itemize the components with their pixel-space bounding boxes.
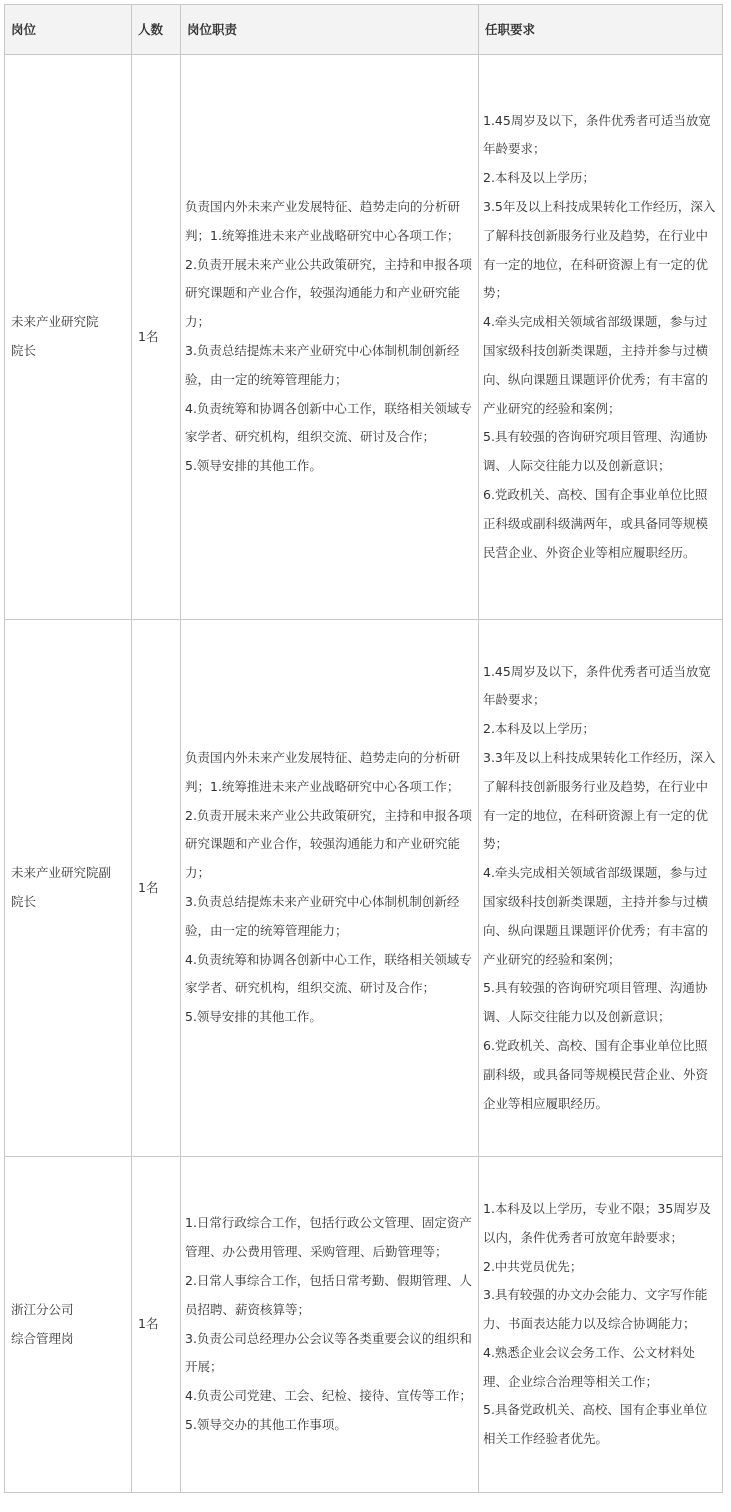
- duties-cell: 负责国内外未来产业发展特征、趋势走向的分析研判；1.统筹推进未来产业战略研究中心各项工作； 2.负责开展未来产业公共政策研究，主持和申报各项研究课题和产业合作，较强沟通能力和产业研究能力； 3.负责总结提炼未来产业研究中心体制机制创新经验，由一定的统筹管理能力； 4.负责统筹和协调各创新中心工作，联络相关领域专家学者、研究机构，组织交流、研讨及合作； 5.领导安排的其他工作。: [181, 55, 479, 620]
- header-requirements: 任职要求: [479, 5, 723, 55]
- table-row: [5, 620, 723, 1157]
- table-header-row: [5, 5, 723, 55]
- requirements-cell: 1.本科及以上学历，专业不限；35周岁及以内，条件优秀者可放宽年龄要求； 2.中共党员优先； 3.具有较强的办文办会能力、文字写作能力、书面表达能力以及综合协调能力； 4.熟悉企业会议会务工作、公文材料处理、企业综合治理等相关工作； 5.具备党政机关、高校、国有企事业单位相关工作经验者优先。: [479, 1157, 723, 1493]
- duties-cell: 1.日常行政综合工作，包括行政公文管理、固定资产管理、办公费用管理、采购管理、后勤管理等； 2.日常人事综合工作，包括日常考勤、假期管理、人员招聘、薪资核算等； 3.负责公司总经理办公会议等各类重要会议的组织和开展； 4.负责公司党建、工会、纪检、接待、宣传等工作； 5.领导交办的其他工作事项。: [181, 1157, 479, 1493]
- requirements-cell: 1.45周岁及以下，条件优秀者可适当放宽年龄要求； 2.本科及以上学历； 3.5年及以上科技成果转化工作经历，深入了解科技创新服务行业及趋势，在行业中有一定的地位，在科研资源上有一定的优势； 4.牵头完成相关领域省部级课题，参与过国家级科技创新类课题，主持并参与过横向、纵向课题且课题评价优秀；有丰富的产业研究的经验和案例； 5.具有较强的咨询研究项目管理、沟通协调、人际交往能力以及创新意识； 6.党政机关、高校、国有企事业单位比照正科级或副科级满两年，或具备同等规模民营企业、外资企业等相应履职经历。: [479, 55, 723, 620]
- position-cell: 未来产业研究院 院长: [5, 55, 132, 620]
- header-position: 岗位: [5, 5, 132, 55]
- duties-cell: 负责国内外未来产业发展特征、趋势走向的分析研判；1.统筹推进未来产业战略研究中心各项工作； 2.负责开展未来产业公共政策研究，主持和申报各项研究课题和产业合作，较强沟通能力和产业研究能力； 3.负责总结提炼未来产业研究中心体制机制创新经验，由一定的统筹管理能力； 4.负责统筹和协调各创新中心工作，联络相关领域专家学者、研究机构，组织交流、研讨及合作； 5.领导安排的其他工作。: [181, 620, 479, 1157]
- position-cell: 浙江分公司 综合管理岗: [5, 1157, 132, 1493]
- requirements-cell: 1.45周岁及以下，条件优秀者可适当放宽年龄要求； 2.本科及以上学历； 3.3年及以上科技成果转化工作经历，深入了解科技创新服务行业及趋势，在行业中有一定的地位，在科研资源上有一定的优势； 4.牵头完成相关领域省部级课题，参与过国家级科技创新类课题，主持并参与过横向、纵向课题且课题评价优秀；有丰富的产业研究的经验和案例； 5.具有较强的咨询研究项目管理、沟通协调、人际交往能力以及创新意识； 6.党政机关、高校、国有企事业单位比照副科级，或具备同等规模民营企业、外资企业等相应履职经历。: [479, 620, 723, 1157]
- position-cell: 未来产业研究院副 院长: [5, 620, 132, 1157]
- count-cell: 1名: [132, 620, 181, 1157]
- count-cell: 1名: [132, 55, 181, 620]
- table-row: [5, 55, 723, 620]
- count-cell: 1名: [132, 1157, 181, 1493]
- header-count: 人数: [132, 5, 181, 55]
- table-row: [5, 1157, 723, 1493]
- header-duties: 岗位职责: [181, 5, 479, 55]
- recruitment-table: [4, 4, 723, 1493]
